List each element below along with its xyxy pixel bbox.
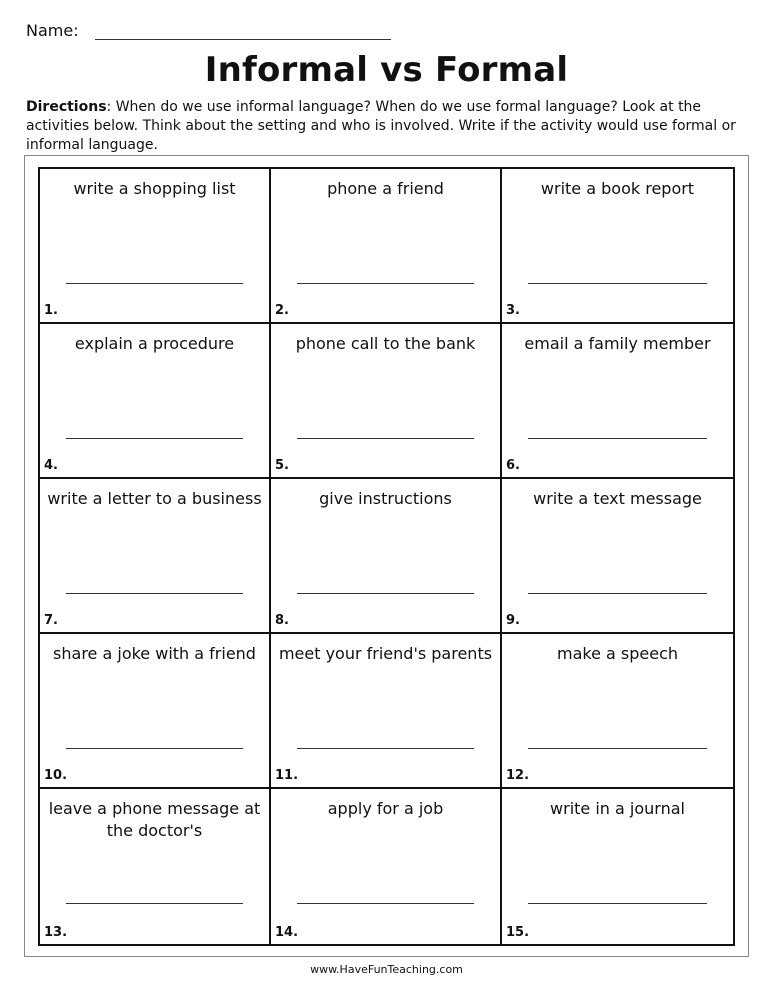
answer-line[interactable] xyxy=(297,438,474,439)
item-number: 11. xyxy=(275,768,299,783)
item-number: 9. xyxy=(506,613,520,628)
answer-line[interactable] xyxy=(66,438,243,439)
item-number: 14. xyxy=(275,925,299,940)
answer-line[interactable] xyxy=(528,283,707,284)
item-number: 1. xyxy=(44,303,58,318)
activity-cell xyxy=(271,324,502,479)
activity-cell xyxy=(271,634,502,789)
activity-cell xyxy=(271,169,502,324)
activity-cell xyxy=(271,479,502,634)
name-label: Name: xyxy=(26,21,79,40)
item-number: 6. xyxy=(506,458,520,473)
item-number: 13. xyxy=(44,925,68,940)
activity-cell xyxy=(502,634,733,789)
activity-text: phone call to the bank xyxy=(295,334,476,353)
activity-grid xyxy=(38,167,735,946)
activity-cell xyxy=(40,634,271,789)
item-number: 12. xyxy=(506,768,530,783)
activity-cell xyxy=(40,789,271,944)
item-number: 3. xyxy=(506,303,520,318)
activity-cell xyxy=(502,479,733,634)
answer-line[interactable] xyxy=(297,748,474,749)
activity-cell xyxy=(502,324,733,479)
activity-text: leave a phone message at the doctor's xyxy=(48,799,261,840)
activity-text: write a book report xyxy=(540,179,695,198)
activity-text: apply for a job xyxy=(327,799,444,818)
answer-line[interactable] xyxy=(528,903,707,904)
item-number: 4. xyxy=(44,458,58,473)
activity-cell xyxy=(40,479,271,634)
activity-cell xyxy=(40,324,271,479)
activity-text: make a speech xyxy=(556,644,679,663)
page-title: Informal vs Formal xyxy=(204,50,569,90)
name-field[interactable] xyxy=(95,23,391,40)
activity-text: give instructions xyxy=(319,489,452,508)
activity-text: write a text message xyxy=(533,489,702,508)
item-number: 10. xyxy=(44,768,68,783)
name-row xyxy=(26,21,391,40)
answer-line[interactable] xyxy=(528,438,707,439)
answer-line[interactable] xyxy=(297,283,474,284)
item-number: 2. xyxy=(275,303,289,318)
item-number: 5. xyxy=(275,458,289,473)
activity-cell xyxy=(502,789,733,944)
activity-text: explain a procedure xyxy=(74,334,235,353)
directions-text: : When do we use informal language? When do we use formal language? Look at the activities below. Think about the setting and who is involved. Write if the activity would use formal or informal language. xyxy=(26,99,736,153)
activity-text: email a family member xyxy=(524,334,711,353)
answer-line[interactable] xyxy=(297,903,474,904)
answer-line[interactable] xyxy=(528,593,707,594)
answer-line[interactable] xyxy=(66,593,243,594)
activity-cell xyxy=(40,169,271,324)
answer-line[interactable] xyxy=(66,903,243,904)
directions-label: Directions xyxy=(26,99,107,115)
answer-line[interactable] xyxy=(297,593,474,594)
activity-text: write a letter to a business xyxy=(47,489,262,508)
item-number: 15. xyxy=(506,925,530,940)
activity-text: share a joke with a friend xyxy=(53,644,256,663)
answer-line[interactable] xyxy=(528,748,707,749)
activity-text: phone a friend xyxy=(327,179,444,198)
item-number: 8. xyxy=(275,613,289,628)
item-number: 7. xyxy=(44,613,58,628)
answer-line[interactable] xyxy=(66,748,243,749)
activity-cell xyxy=(271,789,502,944)
activity-text: write a shopping list xyxy=(73,179,236,198)
directions xyxy=(26,98,748,155)
answer-line[interactable] xyxy=(66,283,243,284)
activity-cell xyxy=(502,169,733,324)
activity-text: write in a journal xyxy=(550,799,685,818)
footer-site: www.HaveFunTeaching.com xyxy=(310,963,463,976)
activity-text: meet your friend's parents xyxy=(278,644,493,663)
